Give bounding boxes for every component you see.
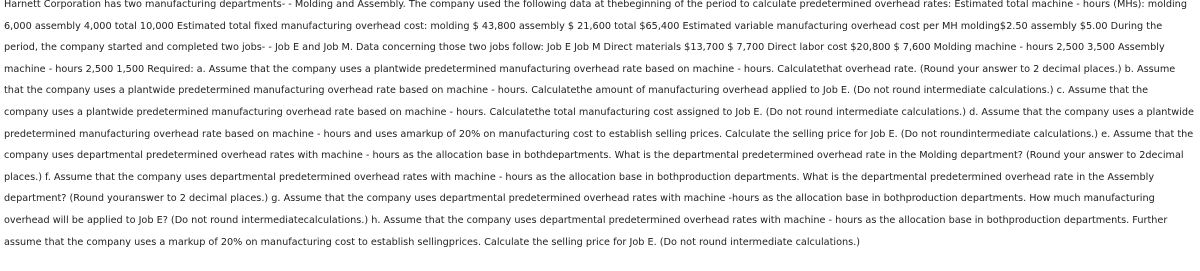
problem-text: Harnett Corporation has two manufacturing departments- - Molding and Assembly. The company used the following data at thebeginning of the period to calculate predetermined overhead rates: Estimated total machine - hours (MHs): molding 6,000 assembly 4,000 total 10,000 Estimated total fixed manufacturing overhead cost: molding $ 43,800 assembly $ 21,600 total $65,400 Estimated variable manufacturing overhead cost per MH molding$2.50 assembly $5.00 During the period, the company started and completed two jobs- - Job E and Job M. Data concerning those two jobs follow: Job E Job M Direct materials $13,700 $ 7,700 Direct labor cost $20,800 $ 7,600 Molding machine - hours 2,500 3,500 Assembly machine - hours 2,500 1,500 Required: a. Assume that the company uses a plantwide predetermined manufacturing overhead rate based on machine - hours. Calculatethat overhead rate. (Round your answer to 2 decimal places.) b. Assume that the company uses a plantwide predetermined manufacturing overhead rate based on machine - hours. Calculatethe amount of manufacturing overhead applied to Job E. (Do not round intermediate calculations.) c. Assume that the company uses a plantwide predetermined manufacturing overhead rate based on machine - hours. Calculatethe total manufacturing cost assigned to Job E. (Do not round intermediate calculations.) d. Assume that the company uses a plantwide predetermined manufacturing overhead rate based on machine - hours and uses amarkup of 20% on manufacturing cost to establish selling prices. Calculate the selling price for Job E. (Do not roundintermediate calculations.) e. Assume that the company uses departmental predetermined overhead rates with machine - hours as the allocation base in bothdepartments. What is the departmental predetermined overhead rate in the Molding department? (Round your answer to 2decimal places.) f. Assume that the company uses departmental predetermined overhead rates with machine - hours as the allocation base in bothproduction departments. What is the departmental predetermined overhead rate in the Assembly department? (Round youranswer to 2 decimal places.) g. Assume that the company uses departmental predetermined overhead rates with machine -hours as the allocation base in bothproduction departments. How much manufacturing overhead will be applied to Job E? (Do not round intermediatecalculations.) h. Assume that the company uses departmental predetermined overhead rates with machine - hours as the allocation base in bothproduction departments. Further assume that the company uses a markup of 20% on manufacturing cost to establish sellingprices. Calculate the selling price for Job E. (Do not round intermediate calculations.) — [4, 0, 1194, 248]
